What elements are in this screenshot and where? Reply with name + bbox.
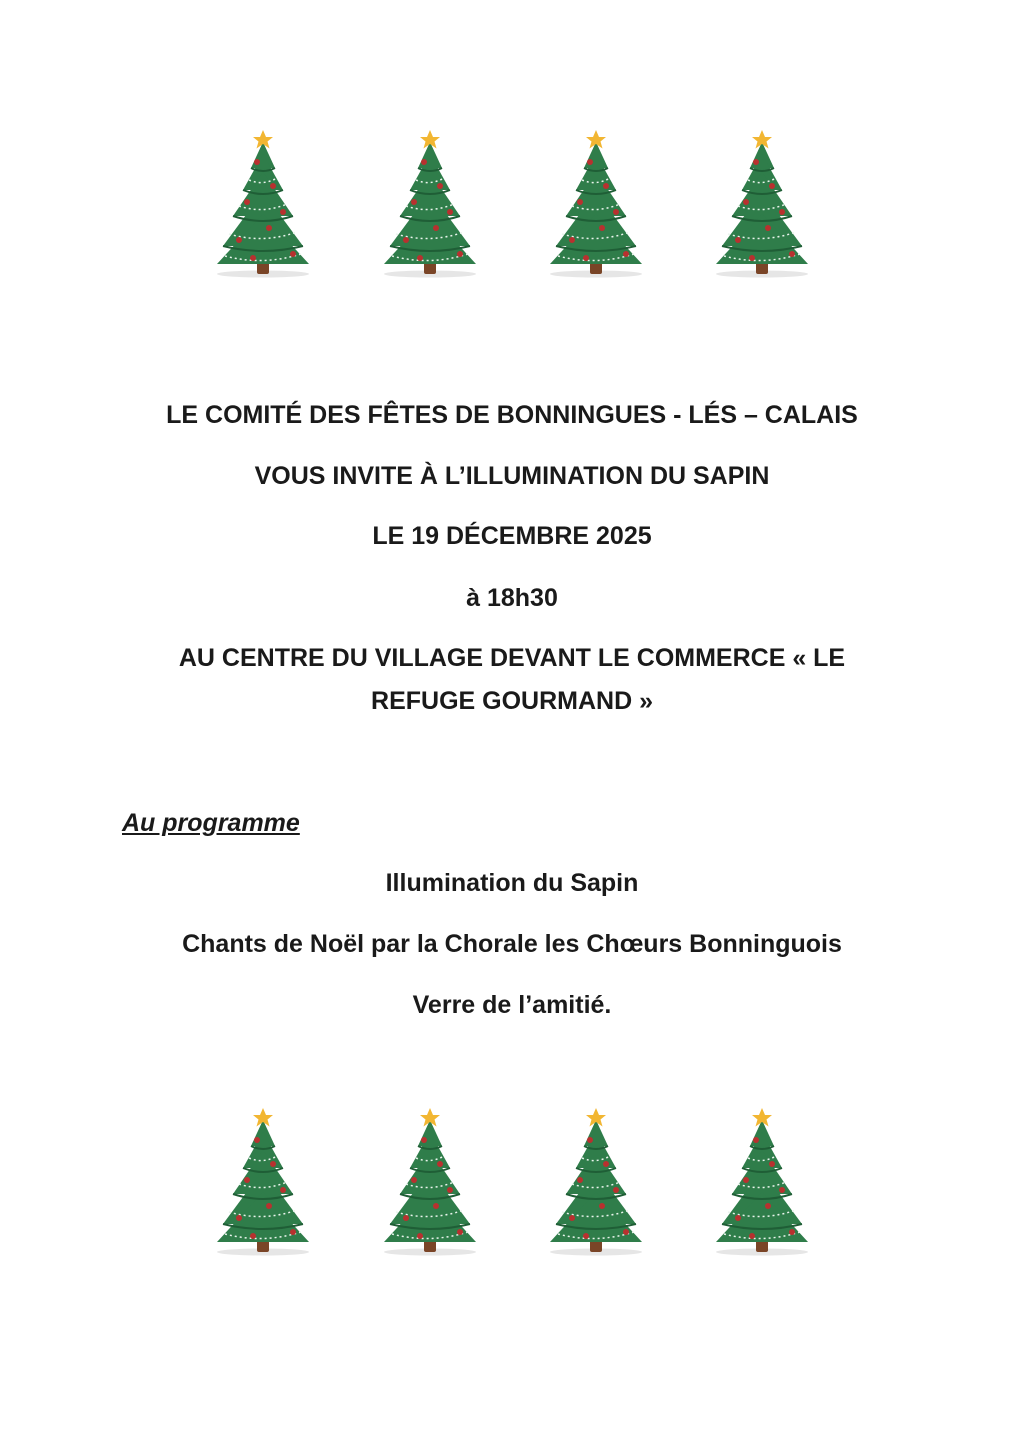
organizer-line: LE COMITÉ DES FÊTES DE BONNINGUES - LÉS – CALAIS	[166, 401, 858, 429]
christmas-tree-icon	[546, 1106, 646, 1256]
programme-item: Chants de Noël par la Chorale les Chœurs Bonninguois	[182, 930, 842, 958]
top-tree-row	[0, 128, 1024, 278]
programme-item: Illumination du Sapin	[385, 869, 639, 897]
christmas-tree-icon	[380, 128, 480, 278]
programme-heading: Au programme	[122, 809, 300, 837]
event-date: LE 19 DÉCEMBRE 2025	[372, 522, 652, 550]
event-time: à 18h30	[466, 584, 558, 612]
christmas-tree-icon	[712, 128, 812, 278]
programme-item: Verre de l’amitié.	[412, 991, 612, 1019]
bottom-tree-row	[0, 1106, 1024, 1256]
christmas-tree-icon	[712, 1106, 812, 1256]
invitation-line: VOUS INVITE À L’ILLUMINATION DU SAPIN	[254, 462, 770, 490]
christmas-tree-icon	[213, 128, 313, 278]
christmas-tree-icon	[213, 1106, 313, 1256]
event-location-line-1: AU CENTRE DU VILLAGE DEVANT LE COMMERCE « LE	[178, 644, 846, 672]
event-location-line-2: REFUGE GOURMAND »	[371, 687, 653, 715]
christmas-tree-icon	[380, 1106, 480, 1256]
christmas-tree-icon	[546, 128, 646, 278]
